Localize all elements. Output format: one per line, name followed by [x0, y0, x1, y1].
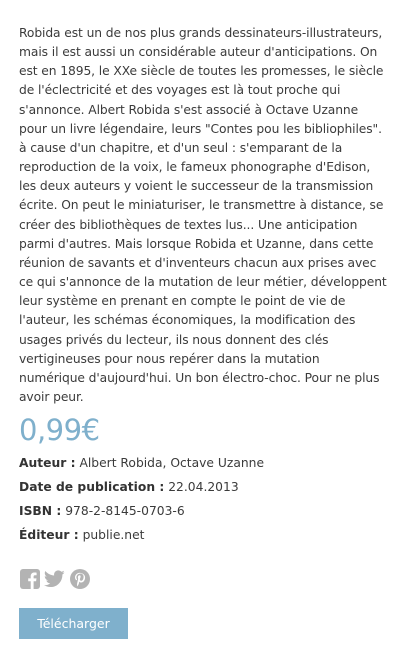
publication-date-value: 22.04.2013 [168, 480, 239, 495]
pinterest-share-button[interactable] [69, 569, 90, 590]
twitter-icon [44, 570, 65, 588]
facebook-share-button[interactable] [19, 569, 40, 590]
publisher-label: Éditeur : [19, 528, 79, 543]
download-button[interactable]: Télécharger [19, 608, 128, 639]
product-details [19, 451, 387, 547]
detail-publisher [19, 523, 387, 547]
pinterest-icon [70, 569, 90, 589]
share-buttons [19, 568, 90, 590]
author-label: Auteur : [19, 456, 76, 471]
detail-author [19, 451, 387, 475]
publication-date-label: Date de publication : [19, 480, 165, 495]
product-price: 0,99€ [19, 413, 100, 448]
isbn-value: 978-2-8145-0703-6 [65, 504, 185, 519]
isbn-label: ISBN : [19, 504, 62, 519]
product-description: Robida est un de nos plus grands dessinateurs-illustrateurs, mais il est aussi un considérable auteur d'anticipations. On est en 1895, le XXe siècle de toutes les promesses, le siècle de l'éclectricité et des voyages est là tout proche qui s'annonce. Albert Robida s'est associé à Octave Uzanne pour un livre légendaire, leurs "Contes pou les bibliophiles". à cause d'un chapitre, et d'un seul : s'emparant de la reproduction de la voix, le fameux phonographe d'Edison, les deux auteurs y voient le successeur de la transmission écrite. On peut le miniaturiser, le transmettre à distance, se créer des bibliothèques de textes lus... Une anticipation parmi d'autres. Mais lorsque Robida et Uzanne, dans cette réunion de savants et d'inventeurs chacun aux prises avec ce qui s'annonce de la mutation de leur métier, développent leur système en prenant en compte le point de vie de l'auteur, les schémas économiques, la modification des usages privés du lecteur, ils nous donnent des clés vertigineuses pour nous repérer dans la mutation numérique d'aujourd'hui. Un bon électro-choc. Pour ne plus avoir peur. [19, 26, 387, 404]
detail-publication-date [19, 475, 387, 499]
detail-isbn [19, 499, 387, 523]
author-value: Albert Robida, Octave Uzanne [79, 456, 265, 471]
publisher-value: publie.net [82, 528, 145, 543]
product-info [19, 24, 387, 547]
facebook-icon [20, 569, 40, 589]
twitter-share-button[interactable] [44, 569, 65, 590]
